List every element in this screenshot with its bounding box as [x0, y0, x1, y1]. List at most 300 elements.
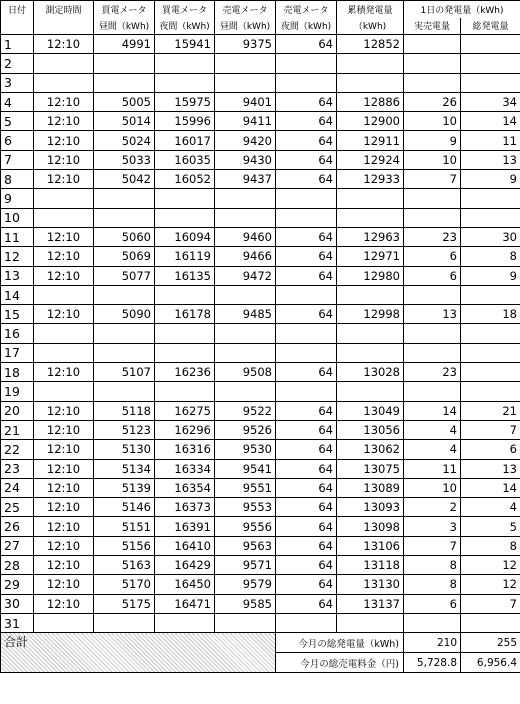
cell-actual: 7	[404, 170, 461, 189]
cell-sell-night: 64	[276, 305, 337, 324]
cell-day: 1	[1, 35, 34, 54]
cell-buy-night	[155, 382, 215, 401]
cell-buy-day: 5033	[94, 150, 155, 169]
cell-actual: 10	[404, 112, 461, 131]
footer-fee-actual: 5,728.8	[404, 653, 461, 673]
cell-total: 18	[461, 305, 520, 324]
cell-sell-day: 9553	[215, 498, 276, 517]
cell-time: 12:10	[34, 363, 94, 382]
footer-fee-total: 6,956.4	[461, 653, 520, 673]
cell-buy-night: 16296	[155, 420, 215, 439]
header-sell-night: 売電メータ	[276, 1, 337, 18]
cell-sell-day	[215, 54, 276, 73]
table-row	[1, 343, 520, 362]
cell-actual: 11	[404, 459, 461, 478]
cell-total: 13	[461, 150, 520, 169]
table-row	[1, 150, 520, 169]
cell-time	[34, 285, 94, 304]
cell-sell-night: 64	[276, 170, 337, 189]
cell-cumulative	[337, 73, 404, 92]
cell-buy-day: 5069	[94, 247, 155, 266]
table-row	[1, 324, 520, 343]
cell-cumulative: 13098	[337, 517, 404, 536]
table-row	[1, 517, 520, 536]
table-row	[1, 440, 520, 459]
cell-buy-day: 5139	[94, 478, 155, 497]
footer-monthly-actual: 210	[404, 633, 461, 653]
cell-time	[34, 324, 94, 343]
cell-day: 23	[1, 459, 34, 478]
cell-actual: 6	[404, 247, 461, 266]
cell-sell-day: 9579	[215, 575, 276, 594]
cell-day: 9	[1, 189, 34, 208]
cell-cumulative: 13137	[337, 594, 404, 613]
cell-buy-day: 5077	[94, 266, 155, 285]
table-row	[1, 92, 520, 111]
cell-buy-night: 16236	[155, 363, 215, 382]
cell-sell-night: 64	[276, 498, 337, 517]
cell-total: 8	[461, 247, 520, 266]
cell-sell-night	[276, 382, 337, 401]
header-buy-day: 買電メータ	[94, 1, 155, 18]
cell-total	[461, 35, 520, 54]
cell-time	[34, 382, 94, 401]
cell-day: 28	[1, 556, 34, 575]
cell-actual: 6	[404, 594, 461, 613]
table-row	[1, 208, 520, 227]
cell-buy-day: 5156	[94, 536, 155, 555]
header-buy-day-sub: 昼間（kWh)	[94, 18, 155, 35]
cell-buy-night: 15941	[155, 35, 215, 54]
cell-buy-day: 5134	[94, 459, 155, 478]
cell-day: 20	[1, 401, 34, 420]
cell-time: 12:10	[34, 478, 94, 497]
cell-cumulative: 13089	[337, 478, 404, 497]
cell-time: 12:10	[34, 92, 94, 111]
cell-cumulative: 12924	[337, 150, 404, 169]
table-row	[1, 459, 520, 478]
cell-buy-day: 5005	[94, 92, 155, 111]
cell-cumulative: 13056	[337, 420, 404, 439]
cell-day: 4	[1, 92, 34, 111]
cell-time: 12:10	[34, 536, 94, 555]
table-row	[1, 478, 520, 497]
cell-total: 14	[461, 478, 520, 497]
footer-row-gen	[1, 633, 520, 653]
cell-actual: 3	[404, 517, 461, 536]
cell-day: 12	[1, 247, 34, 266]
header-daily: 1日の発電量（kWh)	[404, 1, 520, 18]
table-row	[1, 420, 520, 439]
cell-day: 21	[1, 420, 34, 439]
cell-day: 16	[1, 324, 34, 343]
cell-total	[461, 73, 520, 92]
table-row	[1, 536, 520, 555]
cell-time: 12:10	[34, 556, 94, 575]
cell-sell-night: 64	[276, 401, 337, 420]
cell-total: 6	[461, 440, 520, 459]
cell-sell-night	[276, 208, 337, 227]
cell-buy-night: 16471	[155, 594, 215, 613]
cell-day: 2	[1, 54, 34, 73]
table-row	[1, 170, 520, 189]
cell-time	[34, 189, 94, 208]
cell-cumulative: 12963	[337, 227, 404, 246]
cell-day: 10	[1, 208, 34, 227]
footer-monthly-total: 255	[461, 633, 520, 653]
cell-actual: 10	[404, 150, 461, 169]
cell-day: 22	[1, 440, 34, 459]
cell-actual: 23	[404, 363, 461, 382]
header-day: 日付	[1, 1, 34, 18]
cell-time: 12:10	[34, 594, 94, 613]
cell-buy-day: 5090	[94, 305, 155, 324]
cell-sell-night: 64	[276, 92, 337, 111]
cell-cumulative: 13075	[337, 459, 404, 478]
table-row	[1, 266, 520, 285]
cell-cumulative: 12998	[337, 305, 404, 324]
cell-sell-day: 9472	[215, 266, 276, 285]
cell-buy-day: 5175	[94, 594, 155, 613]
cell-buy-night	[155, 324, 215, 343]
cell-buy-day	[94, 189, 155, 208]
table-row	[1, 285, 520, 304]
footer-total-label: 合計	[1, 633, 276, 673]
cell-sell-night	[276, 285, 337, 304]
table-row	[1, 498, 520, 517]
table-row	[1, 363, 520, 382]
cell-sell-night: 64	[276, 131, 337, 150]
cell-actual	[404, 613, 461, 632]
cell-time: 12:10	[34, 440, 94, 459]
cell-buy-day	[94, 54, 155, 73]
cell-sell-night: 64	[276, 594, 337, 613]
cell-buy-night	[155, 343, 215, 362]
cell-cumulative: 12900	[337, 112, 404, 131]
cell-buy-night: 16450	[155, 575, 215, 594]
cell-sell-night: 64	[276, 517, 337, 536]
cell-sell-night: 64	[276, 575, 337, 594]
cell-sell-day: 9526	[215, 420, 276, 439]
cell-buy-day: 5042	[94, 170, 155, 189]
cell-buy-day: 5163	[94, 556, 155, 575]
cell-cumulative: 13130	[337, 575, 404, 594]
cell-buy-day: 5151	[94, 517, 155, 536]
cell-sell-day	[215, 613, 276, 632]
header-time: 測定時間	[34, 1, 94, 18]
cell-time	[34, 208, 94, 227]
header-buy-night: 買電メータ	[155, 1, 215, 18]
cell-buy-night	[155, 613, 215, 632]
cell-sell-day	[215, 324, 276, 343]
cell-actual: 23	[404, 227, 461, 246]
cell-day: 13	[1, 266, 34, 285]
cell-cumulative	[337, 208, 404, 227]
cell-actual: 6	[404, 266, 461, 285]
table-row	[1, 227, 520, 246]
cell-sell-night: 64	[276, 266, 337, 285]
table-row	[1, 189, 520, 208]
cell-sell-day	[215, 382, 276, 401]
cell-total: 9	[461, 266, 520, 285]
cell-buy-day: 5170	[94, 575, 155, 594]
cell-day: 7	[1, 150, 34, 169]
cell-cumulative: 12911	[337, 131, 404, 150]
cell-buy-night: 16052	[155, 170, 215, 189]
cell-buy-night	[155, 189, 215, 208]
cell-time: 12:10	[34, 401, 94, 420]
cell-actual: 26	[404, 92, 461, 111]
cell-time: 12:10	[34, 266, 94, 285]
cell-actual	[404, 208, 461, 227]
footer-monthly-gen-label: 今月の総発電量（kWh)	[276, 633, 404, 653]
cell-buy-night: 16094	[155, 227, 215, 246]
cell-buy-night: 16410	[155, 536, 215, 555]
cell-actual: 10	[404, 478, 461, 497]
cell-time: 12:10	[34, 305, 94, 324]
cell-sell-night	[276, 54, 337, 73]
cell-sell-day: 9401	[215, 92, 276, 111]
cell-buy-night: 16316	[155, 440, 215, 459]
cell-buy-night: 15975	[155, 92, 215, 111]
cell-sell-night: 64	[276, 35, 337, 54]
cell-actual	[404, 285, 461, 304]
cell-cumulative: 13062	[337, 440, 404, 459]
cell-time	[34, 73, 94, 92]
cell-day: 25	[1, 498, 34, 517]
cell-buy-night: 16135	[155, 266, 215, 285]
cell-actual: 13	[404, 305, 461, 324]
cell-sell-day: 9375	[215, 35, 276, 54]
cell-total: 34	[461, 92, 520, 111]
cell-sell-day	[215, 285, 276, 304]
cell-buy-day: 4991	[94, 35, 155, 54]
cell-cumulative: 13049	[337, 401, 404, 420]
cell-cumulative	[337, 189, 404, 208]
cell-day: 17	[1, 343, 34, 362]
cell-total: 7	[461, 594, 520, 613]
cell-time: 12:10	[34, 131, 94, 150]
cell-cumulative: 12852	[337, 35, 404, 54]
cell-actual	[404, 35, 461, 54]
cell-total: 11	[461, 131, 520, 150]
table-row	[1, 35, 520, 54]
header-row-1	[1, 1, 520, 18]
cell-time: 12:10	[34, 227, 94, 246]
cell-total	[461, 189, 520, 208]
cell-cumulative: 12933	[337, 170, 404, 189]
cell-buy-day	[94, 382, 155, 401]
table-row	[1, 54, 520, 73]
cell-actual: 4	[404, 420, 461, 439]
cell-sell-day: 9522	[215, 401, 276, 420]
table-row	[1, 556, 520, 575]
header-day-sub	[1, 18, 34, 35]
cell-actual: 8	[404, 556, 461, 575]
cell-time: 12:10	[34, 459, 94, 478]
cell-actual	[404, 189, 461, 208]
cell-day: 24	[1, 478, 34, 497]
table-row	[1, 382, 520, 401]
cell-total: 8	[461, 536, 520, 555]
cell-actual	[404, 54, 461, 73]
cell-sell-day: 9430	[215, 150, 276, 169]
cell-actual	[404, 382, 461, 401]
cell-actual	[404, 343, 461, 362]
cell-total: 12	[461, 556, 520, 575]
cell-buy-night	[155, 285, 215, 304]
cell-buy-day: 5146	[94, 498, 155, 517]
cell-total	[461, 54, 520, 73]
cell-buy-night: 16178	[155, 305, 215, 324]
cell-sell-day: 9466	[215, 247, 276, 266]
cell-sell-day: 9563	[215, 536, 276, 555]
cell-buy-night: 16017	[155, 131, 215, 150]
cell-sell-night: 64	[276, 536, 337, 555]
cell-time: 12:10	[34, 420, 94, 439]
header-cumulative-sub: （kWh)	[337, 18, 404, 35]
cell-sell-night: 64	[276, 247, 337, 266]
cell-buy-night: 16334	[155, 459, 215, 478]
cell-sell-day: 9485	[215, 305, 276, 324]
header-sell-night-sub: 夜間（kWh)	[276, 18, 337, 35]
cell-buy-night	[155, 73, 215, 92]
cell-buy-night: 16275	[155, 401, 215, 420]
cell-day: 30	[1, 594, 34, 613]
cell-sell-day: 9551	[215, 478, 276, 497]
cell-actual: 8	[404, 575, 461, 594]
cell-buy-night: 16429	[155, 556, 215, 575]
cell-sell-night	[276, 343, 337, 362]
cell-actual	[404, 73, 461, 92]
cell-total	[461, 382, 520, 401]
table-row	[1, 594, 520, 613]
cell-day: 15	[1, 305, 34, 324]
table-row	[1, 305, 520, 324]
cell-sell-day: 9411	[215, 112, 276, 131]
cell-sell-day	[215, 189, 276, 208]
table-row	[1, 112, 520, 131]
cell-sell-day	[215, 73, 276, 92]
table-row	[1, 247, 520, 266]
cell-buy-night	[155, 54, 215, 73]
header-time-sub	[34, 18, 94, 35]
cell-time	[34, 613, 94, 632]
cell-sell-night: 64	[276, 420, 337, 439]
cell-total: 21	[461, 401, 520, 420]
table-row	[1, 401, 520, 420]
table-row	[1, 613, 520, 632]
cell-sell-day: 9556	[215, 517, 276, 536]
cell-sell-day: 9460	[215, 227, 276, 246]
cell-buy-day: 5107	[94, 363, 155, 382]
cell-time: 12:10	[34, 575, 94, 594]
cell-sell-night: 64	[276, 440, 337, 459]
cell-day: 29	[1, 575, 34, 594]
cell-sell-night	[276, 189, 337, 208]
cell-sell-day	[215, 343, 276, 362]
cell-total	[461, 613, 520, 632]
cell-cumulative: 13118	[337, 556, 404, 575]
cell-buy-day: 5123	[94, 420, 155, 439]
cell-buy-day	[94, 285, 155, 304]
cell-time: 12:10	[34, 150, 94, 169]
cell-time	[34, 343, 94, 362]
cell-sell-day: 9541	[215, 459, 276, 478]
cell-sell-day: 9508	[215, 363, 276, 382]
cell-buy-day	[94, 613, 155, 632]
cell-time: 12:10	[34, 247, 94, 266]
cell-actual: 2	[404, 498, 461, 517]
cell-total: 13	[461, 459, 520, 478]
table-row	[1, 131, 520, 150]
cell-buy-day: 5060	[94, 227, 155, 246]
cell-day: 26	[1, 517, 34, 536]
cell-total	[461, 343, 520, 362]
cell-cumulative: 13028	[337, 363, 404, 382]
cell-actual: 9	[404, 131, 461, 150]
table-row	[1, 73, 520, 92]
header-row-2	[1, 18, 520, 35]
cell-sell-night	[276, 324, 337, 343]
cell-time: 12:10	[34, 498, 94, 517]
cell-buy-day: 5130	[94, 440, 155, 459]
cell-cumulative	[337, 324, 404, 343]
cell-total	[461, 324, 520, 343]
cell-buy-day: 5014	[94, 112, 155, 131]
cell-buy-day	[94, 208, 155, 227]
cell-sell-night: 64	[276, 150, 337, 169]
cell-cumulative	[337, 343, 404, 362]
cell-buy-night: 15996	[155, 112, 215, 131]
cell-sell-day: 9571	[215, 556, 276, 575]
cell-day: 31	[1, 613, 34, 632]
header-sell-day-sub: 昼間（kWh)	[215, 18, 276, 35]
cell-sell-night: 64	[276, 478, 337, 497]
cell-cumulative	[337, 613, 404, 632]
cell-sell-night: 64	[276, 459, 337, 478]
cell-total: 12	[461, 575, 520, 594]
header-sell-day: 売電メータ	[215, 1, 276, 18]
cell-total	[461, 208, 520, 227]
cell-time: 12:10	[34, 112, 94, 131]
cell-sell-day: 9420	[215, 131, 276, 150]
cell-buy-night: 16354	[155, 478, 215, 497]
cell-total: 7	[461, 420, 520, 439]
cell-actual: 14	[404, 401, 461, 420]
cell-time: 12:10	[34, 517, 94, 536]
table-row	[1, 575, 520, 594]
cell-buy-day: 5118	[94, 401, 155, 420]
header-actual-sold: 実売電量	[404, 18, 461, 35]
cell-buy-day	[94, 324, 155, 343]
cell-buy-night: 16391	[155, 517, 215, 536]
cell-sell-day: 9437	[215, 170, 276, 189]
header-cumulative: 累積発電量	[337, 1, 404, 18]
cell-buy-night: 16373	[155, 498, 215, 517]
cell-buy-night: 16035	[155, 150, 215, 169]
cell-day: 18	[1, 363, 34, 382]
cell-day: 11	[1, 227, 34, 246]
cell-sell-day: 9585	[215, 594, 276, 613]
cell-sell-night	[276, 73, 337, 92]
cell-day: 27	[1, 536, 34, 555]
cell-total: 30	[461, 227, 520, 246]
cell-cumulative: 13106	[337, 536, 404, 555]
cell-day: 8	[1, 170, 34, 189]
header-buy-night-sub: 夜間（kWh)	[155, 18, 215, 35]
cell-buy-night	[155, 208, 215, 227]
